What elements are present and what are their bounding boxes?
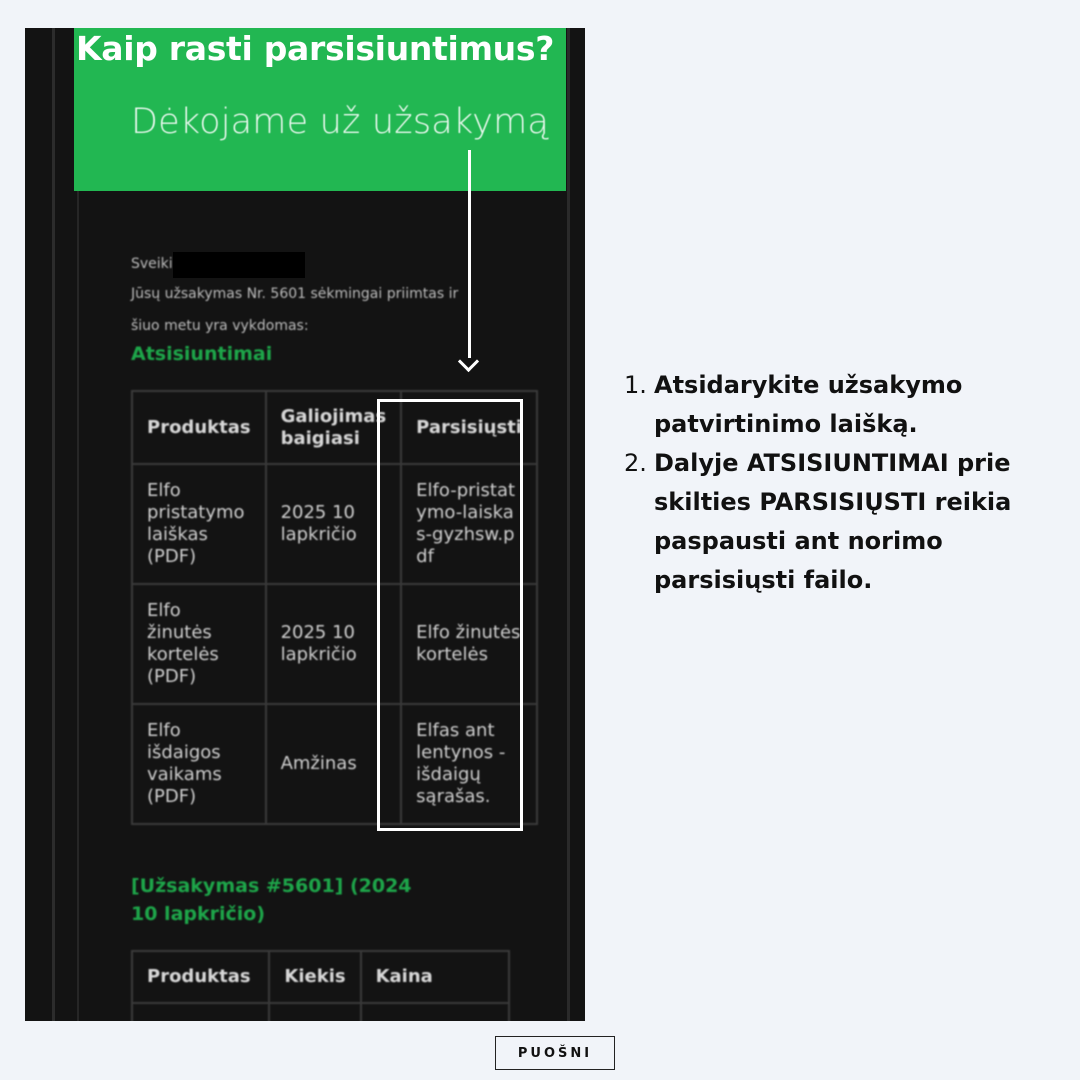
downloads-heading: Atsisiuntimai	[131, 343, 273, 365]
header-parsisiusti: Parsisiųsti	[401, 391, 537, 464]
expiry-cell: 2025 10 lapkričio	[266, 584, 402, 704]
instruction-step-2	[624, 444, 1044, 600]
phone-edge-left	[52, 28, 55, 1021]
header-galiojimas: Galiojimas baigiasi	[266, 391, 402, 464]
step-text: Dalyje ATSISIUNTIMAI prie skilties PARSISIŲSTI reikia paspausti ant norimo parsisiųsti failo.	[654, 449, 1012, 594]
header-kaina: Kaina	[361, 951, 509, 1003]
phone-edge-right	[567, 28, 570, 1021]
table-row	[132, 1003, 509, 1021]
instruction-list	[624, 366, 1044, 600]
instruction-step-1	[624, 366, 1044, 444]
expiry-cell: Amžinas	[266, 704, 402, 824]
header-produktas: Produktas	[132, 391, 266, 464]
download-link[interactable]: Elfo-pristatymo-laiskas-gyzhsw.pdf	[401, 464, 537, 584]
down-arrow-head	[458, 351, 479, 372]
email-body-line-1: Jūsų užsakymas Nr. 5601 sėkmingai priimtas ir	[131, 286, 459, 302]
order-cell	[269, 1003, 360, 1021]
down-arrow-icon	[468, 150, 471, 358]
header-produktas: Produktas	[132, 951, 269, 1003]
download-link[interactable]: Elfas ant lentynos - išdaigų sąrašas.	[401, 704, 537, 824]
order-table	[131, 950, 510, 1021]
redacted-name	[173, 252, 305, 278]
order-cell	[361, 1003, 509, 1021]
expiry-cell: 2025 10 lapkričio	[266, 464, 402, 584]
step-number: 2.	[624, 449, 647, 477]
email-screenshot	[25, 28, 585, 1021]
product-cell: Elfo žinutės kortelės (PDF)	[132, 584, 266, 704]
page-title: Kaip rasti parsisiuntimus?	[76, 29, 555, 68]
header-kiekis: Kiekis	[269, 951, 360, 1003]
order-table-header	[132, 951, 509, 1003]
download-link[interactable]: Elfo žinutės kortelės	[401, 584, 537, 704]
email-body-line-2: šiuo metu yra vykdomas:	[131, 318, 309, 334]
brand-logo: PUOŠNI	[495, 1036, 615, 1070]
product-cell: Elfo išdaigos vaikams (PDF)	[132, 704, 266, 824]
order-cell	[132, 1003, 269, 1021]
email-greeting: Sveiki	[131, 256, 173, 272]
product-cell: Elfo pristatymo laiškas (PDF)	[132, 464, 266, 584]
step-text: Atsidarykite užsakymo patvirtinimo laišką.	[654, 371, 963, 438]
download-column-highlight	[377, 399, 523, 831]
order-heading: [Užsakymas #5601] (2024 10 lapkričio)	[131, 875, 412, 925]
email-banner-title: Dėkojame už užsakymą	[131, 102, 550, 142]
step-number: 1.	[624, 371, 647, 399]
